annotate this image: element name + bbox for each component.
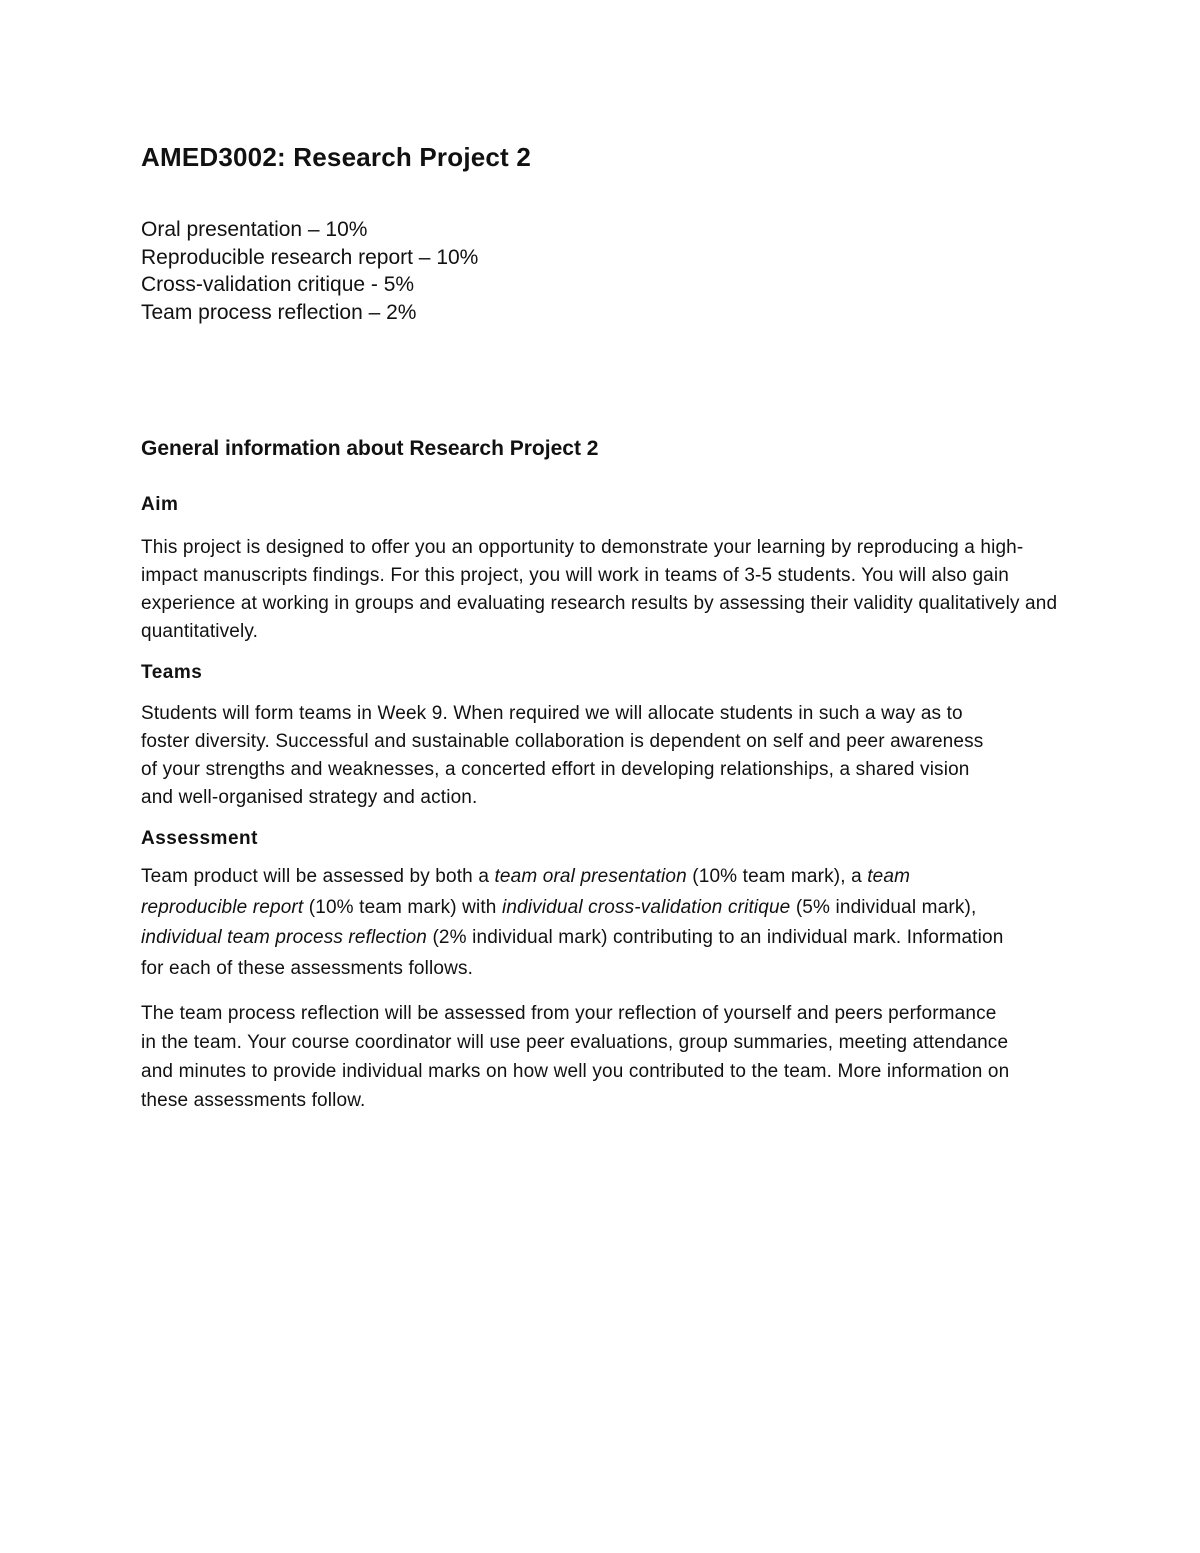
teams-heading: Teams xyxy=(141,662,203,683)
document-title: AMED3002: Research Project 2 xyxy=(141,142,532,172)
reflection-paragraph: The team process reflection will be assessed from your reflection of yourself and peers performance in the team. Your course coordinator will use peer evaluations, group summaries, meeting attendance and minutes to provide individual marks on how well you contributed to the team. More information on these assessments follow. xyxy=(141,1003,1010,1111)
assessment-italic-oral: team oral presentation xyxy=(494,866,687,887)
weight-item-reflection: Team process reflection – 2% xyxy=(141,300,417,324)
assessment-text-1: Team product will be assessed by both a xyxy=(141,866,495,887)
assessment-text-4: (5% individual mark), xyxy=(790,896,977,918)
assessment-italic-report: team reproducible report xyxy=(141,866,911,918)
assessment-heading: Assessment xyxy=(141,828,258,849)
assessment-text-5: (2% individual mark) contributing to an individual mark. Information for each of these assessments follows. xyxy=(141,927,1004,979)
weight-item-critique: Cross-validation critique - 5% xyxy=(141,273,415,296)
weight-item-oral: Oral presentation – 10% xyxy=(141,218,368,241)
weight-item-report: Reproducible research report – 10% xyxy=(141,245,479,269)
assessment-weights-list xyxy=(141,216,1071,326)
section-title: General information about Research Project 2 xyxy=(141,437,599,460)
assessment-italic-reflection: individual team process reflection xyxy=(141,927,428,948)
document-page xyxy=(141,138,1071,1115)
aim-heading: Aim xyxy=(141,494,179,515)
assessment-italic-critique: individual cross-validation critique xyxy=(501,896,791,918)
assessment-paragraph xyxy=(141,862,1021,984)
teams-paragraph: Students will form teams in Week 9. When required we will allocate students in such a way as to foster diversity. Successful and sustainable collaboration is dependent on self and peer awareness of your strengths and weaknesses, a concerted effort in developing relationships, a shared vision and well-organised strategy and action. xyxy=(141,703,984,808)
aim-paragraph: This project is designed to offer you an opportunity to demonstrate your learning by reproducing a high-impact manuscripts findings. For this project, you will work in teams of 3-5 students. You will also gain experience at working in groups and evaluating research results by assessing their validity qualitatively and quantitatively. xyxy=(141,537,1058,642)
assessment-text-3: (10% team mark) with xyxy=(303,896,502,918)
assessment-text-2: (10% team mark), a xyxy=(686,866,868,887)
